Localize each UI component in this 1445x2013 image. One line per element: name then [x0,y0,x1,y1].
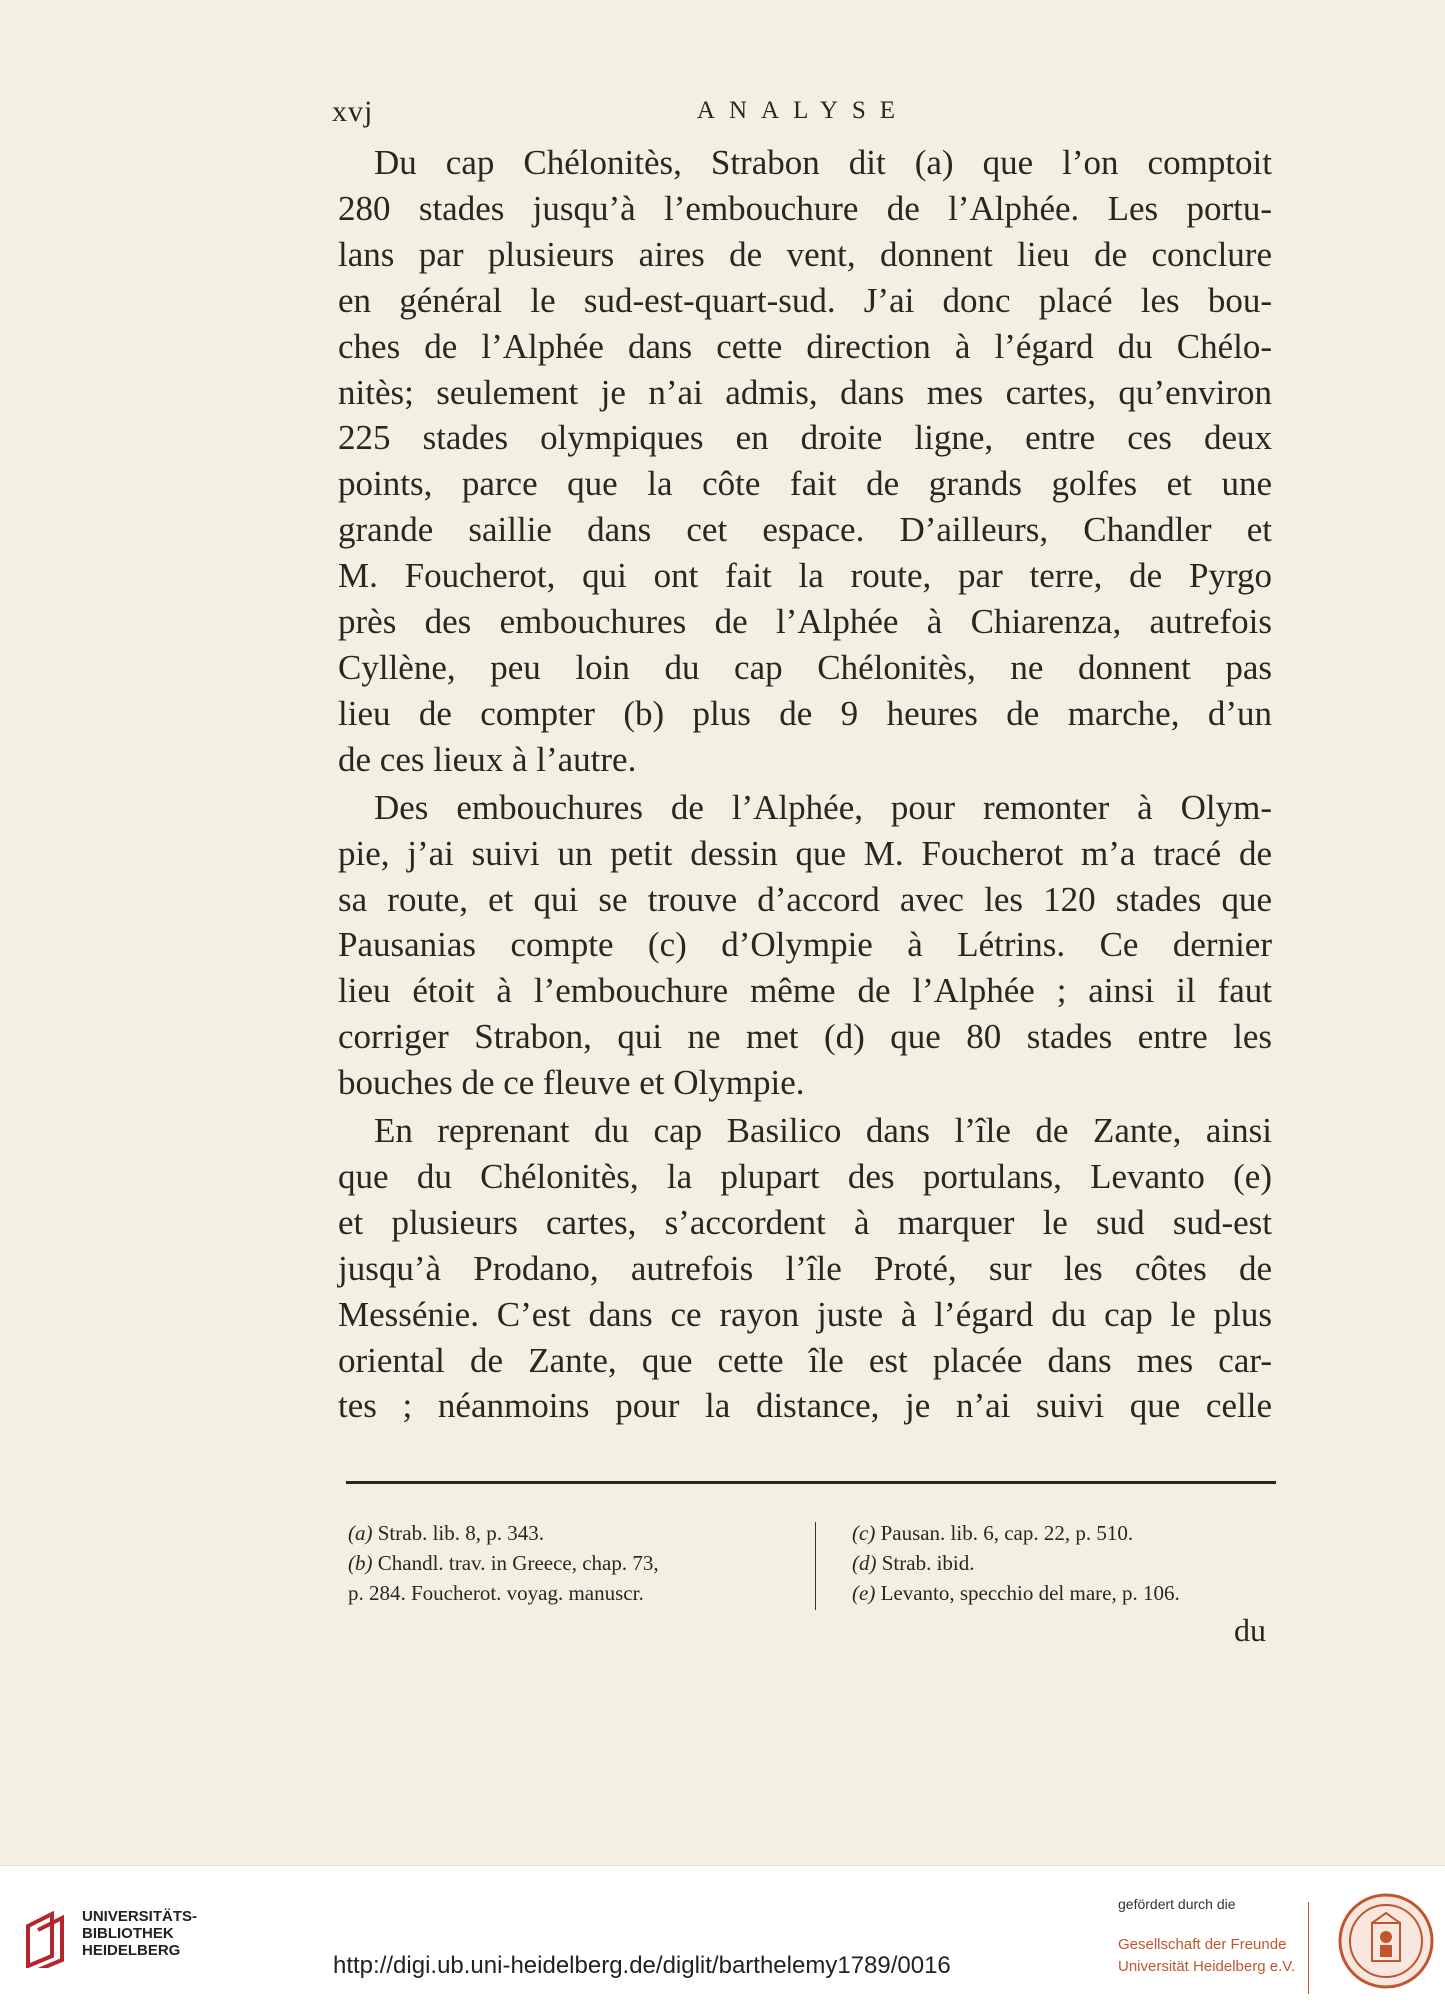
sponsor-name [1118,1934,1295,1978]
library-name-line: UNIVERSITÄTS- [82,1908,198,1925]
footnote-mark: (a) [348,1521,373,1545]
text-line: de ces lieux à l’autre. [338,739,637,779]
footnotes-left-column [348,1518,804,1608]
viewer-footer [0,1865,1445,2013]
text-line: Des embouchures de l’Alphée, pour remonter à Olym- [374,787,1272,827]
university-seal-icon [1338,1893,1434,1989]
text-line: lieu de compter (b) plus de 9 heures de marche, d’un [338,693,1272,733]
text-line: grande saillie dans cet espace. D’ailleurs, Chandler et [338,510,1272,550]
text-line: oriental de Zante, que cette île est placée dans mes car- [338,1340,1272,1380]
footnote [852,1518,1280,1548]
text-line: lieu étoit à l’embouchure même de l’Alphée ; ainsi il faut [338,971,1272,1011]
text-line: pie, j’ai suivi un petit dessin que M. Foucherot m’a tracé de [338,833,1272,873]
text-line: en général le sud-est-quart-sud. J’ai donc placé les bou- [338,280,1272,320]
text-line: Cyllène, peu loin du cap Chélonitès, ne donnent pas [338,647,1272,687]
sponsor-name-line: Universität Heidelberg e.V. [1118,1958,1296,1975]
footnote-text: Chandl. trav. in Greece, chap. 73, [377,1551,659,1575]
text-line: que du Chélonitès, la plupart des portulans, Levanto (e) [338,1156,1272,1196]
library-name-line: HEIDELBERG [82,1942,181,1959]
footnote-mark: (c) [852,1521,876,1545]
footnote [348,1578,804,1608]
text-line: corriger Strabon, qui ne met (d) que 80 stades entre les [338,1017,1272,1057]
body-text [338,140,1272,1429]
footnote [348,1548,804,1578]
folio: xvj [332,95,374,128]
text-line: 225 stades olympiques en droite ligne, entre ces deux [338,418,1272,458]
text-line: Messénie. C’est dans ce rayon juste à l’égard du cap le plus [338,1294,1272,1334]
text-line: ches de l’Alphée dans cette direction à l’égard du Chélo- [338,326,1272,366]
text-line: Pausanias compte (c) d’Olympie à Létrins. Ce dernier [338,925,1272,965]
text-line: sa route, et qui se trouve d’accord avec les 120 stades que [338,879,1272,919]
footnote-text: Levanto, specchio del mare, p. 106. [880,1581,1180,1605]
footnote [348,1518,804,1548]
footnote-column-divider [815,1522,816,1610]
footnote-text: Strab. ibid. [881,1551,975,1575]
footnote-rule [346,1481,1276,1484]
text-line: En reprenant du cap Basilico dans l’île de Zante, ainsi [374,1111,1272,1151]
footnote-mark: (b) [348,1551,373,1575]
sponsor-name-line: Gesellschaft der Freunde [1118,1936,1287,1953]
text-line: jusqu’à Prodano, autrefois l’île Proté, sur les côtes de [338,1248,1272,1288]
library-name-line: BIBLIOTHEK [82,1925,174,1942]
text-line: près des embouchures de l’Alphée à Chiarenza, autrefois [338,602,1272,642]
permalink-url[interactable]: http://digi.ub.uni-heidelberg.de/diglit/barthelemy1789/0016 [333,1952,951,1979]
text-line: M. Foucherot, qui ont fait la route, par terre, de Pyrgo [338,556,1272,596]
footnote-text: Pausan. lib. 6, cap. 22, p. 510. [880,1521,1134,1545]
library-name [82,1908,197,1959]
text-line: Du cap Chélonitès, Strabon dit (a) que l’on comptoit [374,143,1272,182]
text-line: points, parce que la côte fait de grands golfes et une [338,464,1272,504]
footnote-text: Strab. lib. 8, p. 343. [377,1521,544,1545]
text-line: et plusieurs cartes, s’accordent à marquer le sud sud-est [338,1202,1272,1242]
text-line: bouches de ce fleuve et Olympie. [338,1063,805,1103]
footnote [852,1548,1280,1578]
footnote-text: p. 284. Foucherot. voyag. manuscr. [348,1581,644,1605]
footnotes-right-column [852,1518,1280,1608]
text-line: nitès; seulement je n’ai admis, dans mes cartes, qu’environ [338,372,1272,412]
footnote [852,1578,1280,1608]
catchword: du [1234,1612,1266,1648]
text-line: 280 stades jusqu’à l’embouchure de l’Alphée. Les portu- [338,188,1272,228]
text-line: tes ; néanmoins pour la distance, je n’ai suivi que celle [338,1386,1272,1426]
university-library-logo-icon [22,1908,70,1968]
footnote-mark: (e) [852,1581,876,1605]
sponsor-label: gefördert durch die [1118,1896,1236,1912]
footnote-mark: (d) [852,1551,877,1575]
page-header [332,95,1274,135]
text-line: lans par plusieurs aires de vent, donnent lieu de conclure [338,234,1272,274]
sponsor-divider [1308,1902,1309,1994]
running-title: ANALYSE [696,97,910,124]
